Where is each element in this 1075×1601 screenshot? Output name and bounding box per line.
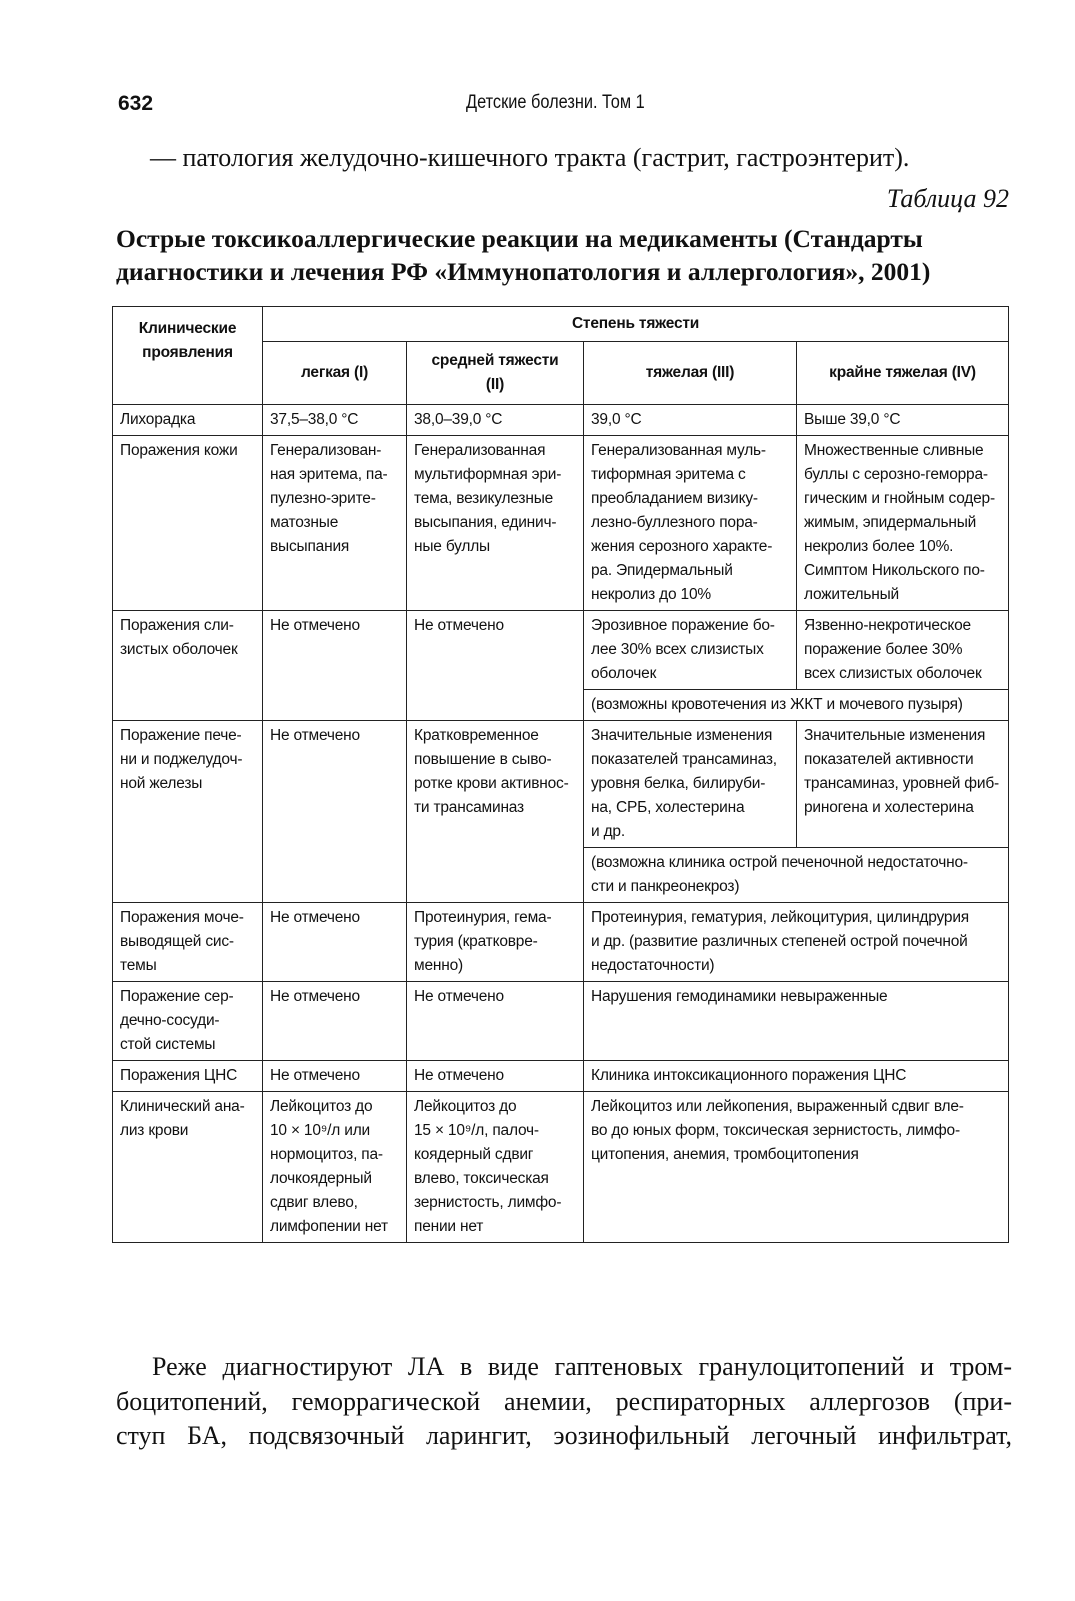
header-extreme: крайне тяжелая (IV) [797, 342, 1009, 405]
cell-mucosa-extreme: Язвенно-некротическое поражение более 30% всех слизистых оболочек [797, 611, 1009, 690]
cell-fever-moderate: 38,0–39,0 °С [407, 405, 584, 436]
cell-cardio-mild: Не отмечено [263, 982, 407, 1061]
row-label-fever: Лихорадка [113, 405, 263, 436]
running-title: Детские болезни. Том 1 [466, 92, 645, 113]
cell-cardio-severe-extreme: Нарушения гемодинамики невыраженные [584, 982, 1009, 1061]
row-label-urinary: Поражения моче- выводящей сис- темы [113, 903, 263, 982]
cell-mucosa-mild: Не отмечено [263, 611, 407, 721]
cell-urinary-moderate: Протеинурия, гема- турия (кратковре- менно) [407, 903, 584, 982]
header-mild: легкая (I) [263, 342, 407, 405]
table-row [113, 611, 1009, 690]
header-clinical-manifestations: Клинические проявления [113, 307, 263, 405]
cell-mucosa-moderate: Не отмечено [407, 611, 584, 721]
table-row [113, 982, 1009, 1061]
row-label-mucosa: Поражения сли- зистых оболочек [113, 611, 263, 721]
body-line: боцитопений, геморрагической анемии, респираторных аллергозов (при- [116, 1386, 1012, 1416]
cell-cardio-moderate: Не отмечено [407, 982, 584, 1061]
header-severity-group: Степень тяжести [263, 307, 1009, 342]
cell-mucosa-severe: Эрозивное поражение бо- лее 30% всех слизистых оболочек [584, 611, 797, 690]
cell-urinary-mild: Не отмечено [263, 903, 407, 982]
cell-cns-moderate: Не отмечено [407, 1061, 584, 1092]
cell-mucosa-note: (возможны кровотечения из ЖКТ и мочевого пузыря) [584, 690, 1009, 721]
body-line: ступ БА, подсвязочный ларингит, эозинофильный легочный инфильтрат, [116, 1421, 1012, 1450]
cell-blood-moderate: Лейкоцитоз до 15 × 10⁹/л, палоч- коядерный сдвиг влево, токсическая зернистость, лимфо- пении нет [407, 1092, 584, 1243]
cell-skin-mild: Генерализован- ная эритема, па- пулезно-эрите- матозные высыпания [263, 436, 407, 611]
table-row [113, 1092, 1009, 1243]
cell-liver-severe: Значительные изменения показателей трансаминаз, уровня белка, билируби- на, СРБ, холестерина и др. [584, 721, 797, 848]
row-label-blood: Клинический ана- лиз крови [113, 1092, 263, 1243]
row-label-cns: Поражения ЦНС [113, 1061, 263, 1092]
table-row [113, 903, 1009, 982]
cell-skin-moderate: Генерализованная мультиформная эри- тема, везикулезные высыпания, единич- ные буллы [407, 436, 584, 611]
table-row [113, 1061, 1009, 1092]
table-row [113, 405, 1009, 436]
cell-fever-mild: 37,5–38,0 °С [263, 405, 407, 436]
cell-liver-mild: Не отмечено [263, 721, 407, 903]
header-moderate: средней тяжести (II) [407, 342, 584, 405]
cell-cns-severe-extreme: Клиника интоксикационного поражения ЦНС [584, 1061, 1009, 1092]
intro-text-line: — патология желудочно-кишечного тракта (гастрит, гастроэнтерит). [150, 143, 910, 172]
cell-cns-mild: Не отмечено [263, 1061, 407, 1092]
cell-blood-mild: Лейкоцитоз до 10 × 10⁹/л или нормоцитоз, па- лочкоядерный сдвиг влево, лимфопении нет [263, 1092, 407, 1243]
page-number: 632 [118, 92, 154, 115]
cell-fever-severe: 39,0 °С [584, 405, 797, 436]
row-label-skin: Поражения кожи [113, 436, 263, 611]
cell-liver-note: (возможна клиника острой печеночной недостаточно- сти и панкреонекроз) [584, 848, 1009, 903]
body-paragraph [116, 1350, 1012, 1454]
table-caption: Таблица 92 [886, 184, 1009, 213]
cell-liver-moderate: Кратковременное повышение в сыво- ротке крови активнос- ти трансаминаз [407, 721, 584, 903]
cell-fever-extreme: Выше 39,0 °С [797, 405, 1009, 436]
cell-skin-extreme: Множественные сливные буллы с серозно-геморра- гическим и гнойным содер- жимым, эпидермальный некролиз более 10%. Симптом Никольского по- ложительный [797, 436, 1009, 611]
table-title: Острые токсикоаллергические реакции на медикаменты (Стандарты диагностики и лечения РФ «Иммунопатология и аллергология», 2001) [116, 224, 931, 286]
severity-table [112, 306, 1009, 1243]
body-line: Реже диагностируют ЛА в виде гаптеновых гранулоцитопений и тром- [152, 1352, 1012, 1381]
table-header-row [113, 307, 1009, 342]
cell-blood-severe-extreme: Лейкоцитоз или лейкопения, выраженный сдвиг вле- во до юных форм, токсическая зернистость, лимфо- цитопения, анемия, тромбоцитопения [584, 1092, 1009, 1243]
cell-liver-extreme: Значительные изменения показателей активности трансаминаз, уровней фиб- риногена и холестерина [797, 721, 1009, 848]
row-label-cardio: Поражение сер- дечно-сосуди- стой системы [113, 982, 263, 1061]
header-severe: тяжелая (III) [584, 342, 797, 405]
cell-skin-severe: Генерализованная муль- тиформная эритема с преобладанием визику- лезно-буллезного пора- жения серозного характе- ра. Эпидермальный некролиз до 10% [584, 436, 797, 611]
row-label-liver: Поражение пече- ни и поджелудоч- ной железы [113, 721, 263, 903]
table-row [113, 436, 1009, 611]
table-row [113, 721, 1009, 848]
cell-urinary-severe-extreme: Протеинурия, гематурия, лейкоцитурия, цилиндрурия и др. (развитие различных степеней острой почечной недостаточности) [584, 903, 1009, 982]
